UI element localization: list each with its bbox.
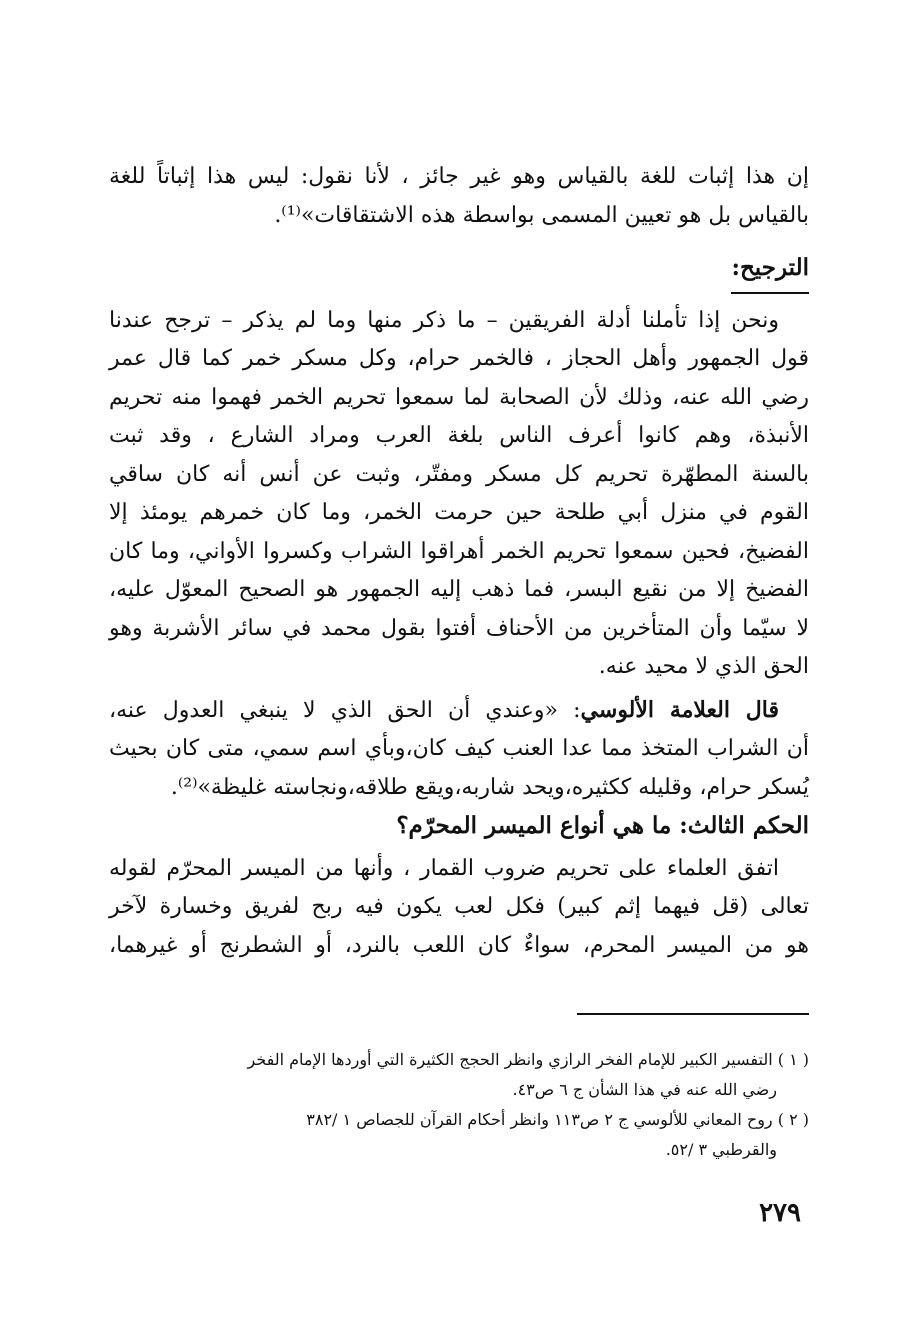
footnote-marker: ( ٢ ) — [777, 1110, 809, 1129]
alusi-attribution: قال العلامة الألوسي — [580, 696, 780, 723]
text-line: ونحن إذا تأملنا أدلة الفريقين – ما ذكر منها وما لم يذكر – ترجح عندنا — [109, 307, 779, 333]
text-line: بالقياس بل هو تعيين المسمى بواسطة هذه الاشتقاقات»⁽¹⁾. — [274, 202, 809, 228]
text-line: الفضيخ إلا من نقيع البسر، فما ذهب إليه الجمهور هو الصحيح المعوّل عليه، — [109, 577, 809, 602]
text-line: القوم في منزل أبي طلحة حين حرمت الخمر، وما كان خمرهم يومئذ إلا — [109, 500, 809, 525]
text-line: تعالى (قل فيهما إثم كبير) فكل لعب يكون فيه ربح لفريق وخسارة لآخر — [109, 894, 809, 919]
text-line: هو من الميسر المحرم، سواءٌ كان اللعب بالنرد، أو الشطرنج أو غيرهما، — [109, 932, 809, 958]
text-line: قول الجمهور وأهل الحجاز ، فالخمر حرام، وكل مسكر خمر كما قال عمر — [109, 346, 809, 371]
text-line: يُسكر حرام، وقليله ككثيره،ويحد شاربه،ويقع طلاقه،ونجاسته غليظة»⁽²⁾. — [170, 774, 809, 800]
paragraph-1 — [109, 158, 809, 235]
text-line: أن الشراب المتخذ مما عدا العنب كيف كان،وبأي اسم سمي، متى كان بحيث — [109, 736, 809, 761]
text-line: الحق الذي لا محيد عنه. — [598, 654, 809, 679]
footnotes — [99, 1045, 809, 1165]
footnote-line: والقرطبي ٣ /٥٢. — [665, 1140, 777, 1159]
footnote-1 — [99, 1045, 809, 1105]
footnote-text: التفسير الكبير للإمام الفخر الرازي وانظر الحجج الكثيرة التي أوردها الإمام الفخر — [247, 1050, 773, 1069]
page-number: ٢٧٩ — [759, 1198, 801, 1228]
section-heading-tarjih: الترجيح: — [731, 249, 809, 294]
text-line: رضي الله عنه، وذلك لأن الصحابة لما سمعوا تحريم الخمر فهموا منه تحريم — [109, 384, 809, 410]
paragraph-4 — [109, 850, 809, 966]
text-line: لا سيّما وأن المتأخرين من الأحناف أفتوا بقول محمد في سائر الأشربة وهو — [109, 615, 809, 641]
footnote-line: رضي الله عنه في هذا الشأن ج ٦ ص٤٣. — [512, 1080, 777, 1099]
quote-start: : «وعندي أن الحق الذي لا ينبغي العدول عنه، — [109, 697, 581, 723]
footnote-2 — [99, 1105, 809, 1165]
main-text — [109, 158, 809, 965]
footnote-divider — [577, 1013, 809, 1015]
text-line: اتفق العلماء على تحريم ضروب القمار ، وأنها من الميسر المحرّم لقوله — [109, 855, 779, 881]
text-line: إن هذا إثبات للغة بالقياس وهو غير جائز ، لأنا نقول: ليس هذا إثباتاً للغة — [109, 164, 809, 189]
section-heading-hukm: الحكم الثالث: ما هي أنواع الميسر المحرّم؟ — [396, 812, 809, 839]
footnote-line — [99, 1105, 809, 1135]
paragraph-2 — [109, 302, 809, 687]
text-line — [109, 691, 809, 731]
paragraph-3 — [109, 691, 809, 808]
footnote-marker: ( ١ ) — [777, 1050, 809, 1069]
footnote-line — [99, 1045, 809, 1075]
text-line: بالسنة المطهّرة تحريم كل مسكر ومفتّر، وثبت عن أنس أنه كان ساقي — [109, 461, 809, 487]
text-line: الفضيخ، فحين سمعوا تحريم الخمر أهراقوا الشراب وكسروا الأواني، وما كان — [109, 538, 809, 564]
text-line: الأنبذة، وهم كانوا أعرف الناس بلغة العرب ومراد الشارع ، وقد ثبت — [109, 423, 809, 448]
footnote-text: روح المعاني للألوسي ج ٢ ص١١٣ وانظر أحكام القرآن للجصاص ١ /٣٨٢ — [306, 1110, 773, 1129]
